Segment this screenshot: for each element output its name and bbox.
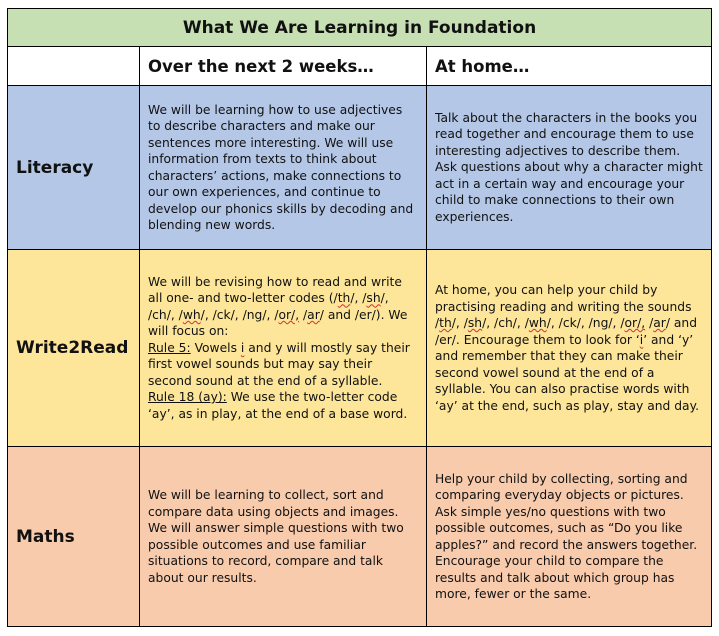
code-wh: wh: [528, 316, 547, 330]
text-span: and y will mostly say their first vowel sounds but may say their second sound at the end of a syllable.: [148, 340, 410, 388]
row-label-maths: Maths: [8, 447, 140, 627]
rule-18-label: Rule 18 (ay):: [148, 390, 227, 405]
header-row: [8, 47, 712, 86]
title-row: [8, 9, 712, 47]
vowel-i: i: [240, 340, 245, 355]
text-span: /, /: [350, 291, 367, 306]
write2read-at-home: [427, 250, 712, 447]
text-span: /, /ck/, /ng/, /: [546, 316, 625, 330]
text-span: /, /ck/, /ng/, /: [200, 307, 279, 322]
row-write2read: [8, 250, 712, 447]
row-literacy: [8, 86, 712, 250]
text-span: /, /ch/, /: [482, 316, 529, 330]
header-next-weeks: Over the next 2 weeks…: [140, 47, 427, 86]
row-label-write2read: Write2Read: [8, 250, 140, 447]
text-span: ’ and ‘y’ and remember that they can make their second vowel sound at the end of a syllable. You can also practise words with ‘ay’ at the end, such as play, stay and day.: [435, 332, 700, 413]
code-or: or/,: [624, 316, 646, 330]
code-th: th: [439, 316, 452, 330]
write2read-codes-text: [148, 274, 418, 340]
literacy-next-weeks: We will be learning how to use adjectives to describe characters and make our sentences more interesting. We will use information from texts to think about characters’ actions, make connections to our own experiences, and continue to develop our phonics skills by decoding and blending new words.: [140, 86, 427, 250]
code-wh: wh: [182, 307, 201, 322]
text-span: /, /: [451, 316, 468, 330]
text-span: / and /er/). We will focus on:: [148, 307, 408, 339]
text-span: We use the two-letter code ‘ay’, as in play, at the end of a base word.: [148, 390, 408, 421]
code-ar: ar: [653, 316, 666, 330]
code-sh: sh: [467, 316, 483, 330]
learning-table: [7, 8, 712, 627]
code-ar: ar: [307, 307, 320, 322]
write2read-home-text: [435, 282, 703, 414]
rule-5: [148, 340, 418, 390]
code-th: th: [337, 291, 351, 306]
text-span: /: [645, 316, 654, 330]
text-span: /, /ch/, /: [148, 291, 389, 322]
header-blank: [8, 47, 140, 86]
write2read-next-weeks: [140, 250, 427, 447]
text-span: /: [299, 307, 308, 322]
text-span: / and /er/. Encourage them to look for ‘: [435, 316, 697, 347]
code-sh: sh: [366, 291, 381, 306]
vowel-i: i: [639, 332, 644, 347]
header-at-home: At home…: [427, 47, 712, 86]
table-title: What We Are Learning in Foundation: [8, 9, 712, 47]
maths-at-home: Help your child by collecting, sorting and comparing everyday objects or pictures. Ask simple yes/no questions with two possible outcomes, such as “Do you like apples?” and record the answers together. Encourage your child to compare the results and talk about which group has more, fewer or the same.: [427, 447, 712, 627]
literacy-at-home: Talk about the characters in the books you read together and encourage them to use interesting adjectives to describe them. Ask questions about why a character might act in a certain way and encourage your child to make connections to their own experiences.: [427, 86, 712, 250]
text-span: Vowels: [190, 340, 241, 355]
rule-5-label: Rule 5:: [148, 340, 191, 355]
text-span: At home, you can help your child by practising reading and writing the sounds /: [435, 283, 692, 330]
code-or: or/,: [278, 307, 300, 322]
text-span: We will be revising how to read and write all one- and two-letter codes (/: [148, 274, 402, 306]
maths-next-weeks: We will be learning to collect, sort and compare data using objects and images. We will answer simple questions with two possible outcomes and use familiar situations to record, compare and talk about our results.: [140, 447, 427, 627]
rule-18: [148, 389, 418, 422]
row-maths: [8, 447, 712, 627]
row-label-literacy: Literacy: [8, 86, 140, 250]
